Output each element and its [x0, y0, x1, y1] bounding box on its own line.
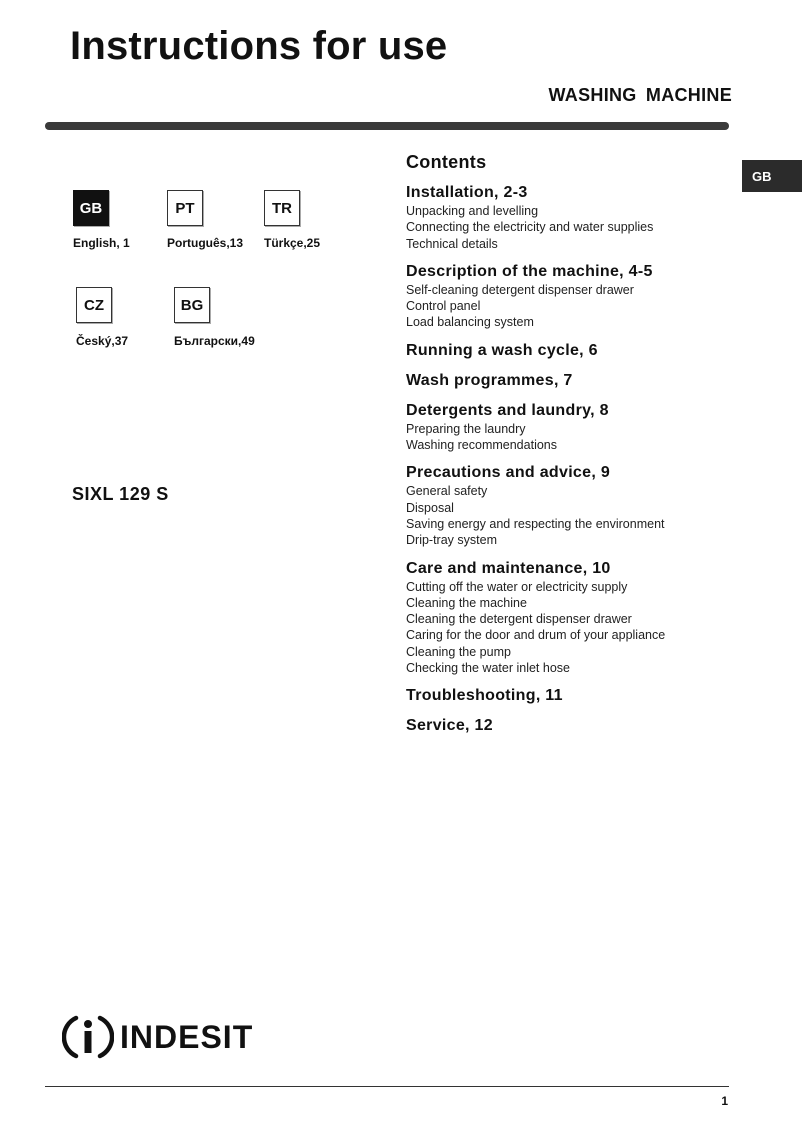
toc-section: [406, 716, 726, 736]
toc-item[interactable]: Load balancing system: [406, 315, 534, 330]
toc-item[interactable]: Cleaning the detergent dispenser drawer: [406, 612, 632, 627]
toc-item[interactable]: Caring for the door and drum of your appliance: [406, 628, 666, 643]
contents-heading: Contents: [406, 152, 487, 172]
toc-section-title[interactable]: Detergents and laundry, 8: [406, 401, 609, 419]
footer-divider: [45, 1086, 729, 1087]
table-of-contents: [406, 152, 726, 746]
language-label-bg: Български,49: [174, 334, 255, 348]
brand-logo: [62, 1012, 253, 1062]
language-label-cz: Český,37: [76, 334, 129, 348]
toc-section: [406, 183, 726, 252]
toc-section-title[interactable]: Precautions and advice, 9: [406, 464, 611, 482]
page-number: 1: [721, 1094, 728, 1108]
toc-item[interactable]: General safety: [406, 484, 488, 499]
toc-list: [406, 183, 726, 736]
toc-item[interactable]: Unpacking and levelling: [406, 204, 539, 218]
toc-section-title[interactable]: Wash programmes, 7: [406, 371, 573, 389]
toc-section-title[interactable]: Care and maintenance, 10: [406, 559, 611, 577]
toc-item[interactable]: Checking the water inlet hose: [406, 661, 570, 676]
toc-section: [406, 262, 726, 331]
logo-wordmark: INDESIT: [120, 1018, 254, 1055]
toc-section-title[interactable]: Service, 12: [406, 717, 493, 735]
toc-item[interactable]: Cleaning the pump: [406, 644, 511, 659]
toc-item[interactable]: Cleaning the machine: [406, 595, 527, 610]
toc-item[interactable]: Technical details: [406, 236, 498, 251]
language-pt[interactable]: [167, 190, 203, 226]
toc-section-title[interactable]: Running a wash cycle, 6: [406, 341, 598, 359]
toc-item[interactable]: Control panel: [406, 299, 481, 314]
language-side-tab: GB: [742, 160, 802, 192]
toc-section-title[interactable]: Troubleshooting, 11: [406, 687, 563, 705]
language-cz[interactable]: [76, 287, 112, 323]
language-code-pt: PT: [167, 190, 203, 226]
indesit-logo-icon: [62, 1012, 114, 1062]
language-tr[interactable]: [264, 190, 300, 226]
product-type: WASHING MACHINE: [548, 85, 732, 105]
language-code-tr: TR: [264, 190, 300, 226]
toc-item[interactable]: Washing recommendations: [406, 438, 557, 453]
toc-item[interactable]: Disposal: [406, 500, 454, 515]
toc-section: [406, 341, 726, 361]
language-code-cz: CZ: [76, 287, 112, 323]
toc-section: [406, 559, 726, 677]
toc-section-title[interactable]: Description of the machine, 4-5: [406, 262, 653, 280]
language-label-tr: Türkçe,25: [264, 236, 321, 250]
language-code-bg: BG: [174, 287, 210, 323]
toc-item[interactable]: Saving energy and respecting the environment: [406, 516, 665, 531]
header-divider: [45, 122, 729, 130]
toc-section: [406, 463, 726, 548]
toc-item[interactable]: Drip-tray system: [406, 533, 497, 548]
toc-section: [406, 686, 726, 706]
language-gb[interactable]: [73, 190, 109, 226]
toc-item[interactable]: Self-cleaning detergent dispenser drawer: [406, 282, 634, 297]
page-title: Instructions for use: [70, 24, 448, 68]
language-label-gb: English, 1: [73, 236, 130, 250]
language-code-gb: GB: [73, 190, 109, 226]
toc-section-title[interactable]: Installation, 2-3: [406, 184, 528, 201]
toc-item[interactable]: Preparing the laundry: [406, 421, 526, 436]
toc-item[interactable]: Connecting the electricity and water supplies: [406, 220, 654, 235]
toc-item[interactable]: Cutting off the water or electricity supply: [406, 579, 628, 594]
language-bg[interactable]: [174, 287, 210, 323]
model-number: SIXL 129 S: [72, 484, 169, 504]
toc-section: [406, 401, 726, 454]
language-label-pt: Português,13: [167, 236, 244, 250]
toc-section: [406, 371, 726, 391]
